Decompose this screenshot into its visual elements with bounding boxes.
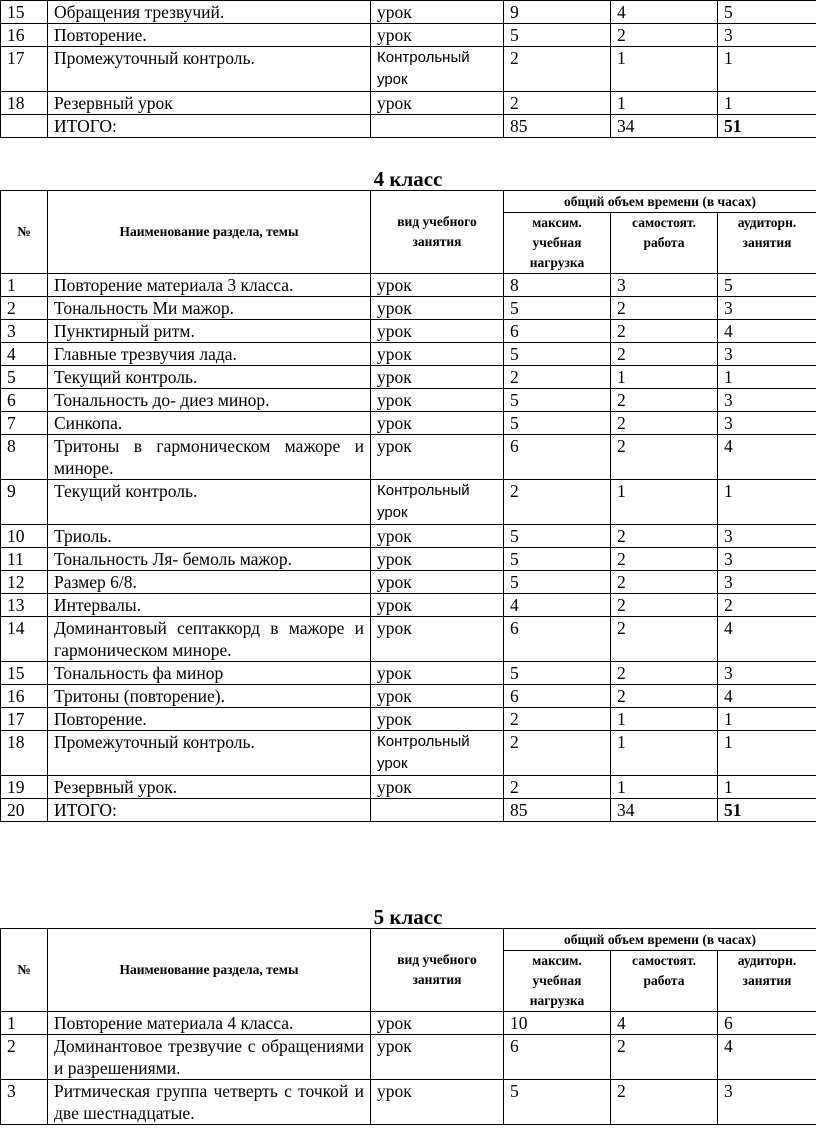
row-self: 3 [611, 274, 718, 297]
row-max: 9 [504, 1, 611, 24]
row-name: Триоль. [48, 525, 371, 548]
row-name: Пунктирный ритм. [48, 320, 371, 343]
row-self: 34 [611, 799, 718, 822]
row-type: урок [371, 617, 504, 662]
row-number: 1 [1, 274, 48, 297]
row-self: 2 [611, 685, 718, 708]
row-max: 2 [504, 731, 611, 776]
row-number: 17 [1, 708, 48, 731]
row-self: 2 [611, 662, 718, 685]
row-max: 6 [504, 435, 611, 480]
table-row [1, 412, 816, 435]
row-self: 1 [611, 708, 718, 731]
row-aud: 4 [718, 685, 816, 708]
row-type: урок [371, 548, 504, 571]
table-row [1, 1035, 816, 1080]
row-aud: 3 [718, 343, 816, 366]
row-aud: 4 [718, 1035, 816, 1080]
table-row [1, 1, 816, 24]
row-number: 19 [1, 776, 48, 799]
row-number: 2 [1, 297, 48, 320]
row-max: 6 [504, 685, 611, 708]
header-aud: аудиторн. занятия [718, 951, 816, 1012]
row-self: 2 [611, 389, 718, 412]
row-max: 2 [504, 708, 611, 731]
row-aud: 51 [718, 799, 816, 822]
row-number: 17 [1, 47, 48, 92]
row-self: 2 [611, 525, 718, 548]
row-name: Повторение. [48, 24, 371, 47]
row-self: 1 [611, 731, 718, 776]
row-name: Повторение материала 4 класса. [48, 1012, 371, 1035]
row-number: 15 [1, 662, 48, 685]
row-aud: 1 [718, 708, 816, 731]
row-type: урок [371, 412, 504, 435]
row-type: урок [371, 274, 504, 297]
row-self: 2 [611, 1035, 718, 1080]
row-type: урок [371, 435, 504, 480]
row-number: 10 [1, 525, 48, 548]
row-number: 1 [1, 1012, 48, 1035]
row-type: Контрольный урок [371, 480, 504, 525]
row-self: 2 [611, 594, 718, 617]
header-num: № [1, 191, 48, 274]
row-self: 34 [611, 115, 718, 138]
table-row [1, 799, 816, 822]
row-type: Контрольный урок [371, 47, 504, 92]
table-row [1, 617, 816, 662]
row-name: Резервный урок [48, 92, 371, 115]
row-max: 6 [504, 1035, 611, 1080]
row-number: 3 [1, 1080, 48, 1125]
row-name: Размер 6/8. [48, 571, 371, 594]
table-row [1, 731, 816, 776]
row-type: урок [371, 1080, 504, 1125]
grade4-title: 4 класс [373, 167, 443, 191]
row-self: 2 [611, 297, 718, 320]
row-type: урок [371, 343, 504, 366]
row-max: 2 [504, 480, 611, 525]
row-type: Контрольный урок [371, 731, 504, 776]
row-max: 5 [504, 343, 611, 366]
header-type: вид учебного занятия [371, 191, 504, 274]
row-name: ИТОГО: [48, 799, 371, 822]
row-self: 2 [611, 548, 718, 571]
row-name: Доминантовое трезвучие с обращениями и разрешениями. [48, 1035, 371, 1080]
table-row [1, 115, 816, 138]
table-row [1, 662, 816, 685]
row-aud: 4 [718, 435, 816, 480]
row-max: 2 [504, 366, 611, 389]
table-row [1, 343, 816, 366]
row-aud: 51 [718, 115, 816, 138]
row-type: урок [371, 571, 504, 594]
row-number: 12 [1, 571, 48, 594]
row-number: 2 [1, 1035, 48, 1080]
header-self: самостоят. работа [611, 213, 718, 274]
table-row [1, 525, 816, 548]
row-type: урок [371, 1, 504, 24]
row-type: урок [371, 297, 504, 320]
row-max: 2 [504, 92, 611, 115]
row-number: 18 [1, 731, 48, 776]
row-self: 4 [611, 1, 718, 24]
row-number: 5 [1, 366, 48, 389]
row-self: 2 [611, 320, 718, 343]
row-aud: 1 [718, 366, 816, 389]
row-type: урок [371, 320, 504, 343]
row-name: Текущий контроль. [48, 366, 371, 389]
row-aud: 6 [718, 1012, 816, 1035]
row-type: урок [371, 776, 504, 799]
row-type: урок [371, 685, 504, 708]
row-number: 14 [1, 617, 48, 662]
table-row [1, 480, 816, 525]
header-name: Наименование раздела, темы [48, 929, 371, 1012]
row-type: урок [371, 1035, 504, 1080]
row-type: урок [371, 24, 504, 47]
row-aud: 3 [718, 412, 816, 435]
row-aud: 3 [718, 297, 816, 320]
row-self: 2 [611, 343, 718, 366]
row-max: 5 [504, 525, 611, 548]
row-type: урок [371, 594, 504, 617]
row-max: 6 [504, 617, 611, 662]
row-name: ИТОГО: [48, 115, 371, 138]
table-row [1, 685, 816, 708]
row-number: 20 [1, 799, 48, 822]
row-self: 4 [611, 1012, 718, 1035]
row-name: Тональность Ля- бемоль мажор. [48, 548, 371, 571]
grade4-table [0, 190, 816, 822]
row-self: 1 [611, 776, 718, 799]
row-name: Главные трезвучия лада. [48, 343, 371, 366]
row-aud: 3 [718, 548, 816, 571]
row-self: 2 [611, 24, 718, 47]
row-max: 5 [504, 571, 611, 594]
row-max: 6 [504, 320, 611, 343]
header-self: самостоят. работа [611, 951, 718, 1012]
row-number: 8 [1, 435, 48, 480]
row-number: 16 [1, 24, 48, 47]
row-name: Ритмическая группа четверть с точкой и две шестнадцатые. [48, 1080, 371, 1125]
row-aud: 4 [718, 617, 816, 662]
row-self: 2 [611, 1080, 718, 1125]
row-number: 7 [1, 412, 48, 435]
row-name: Доминантовый септаккорд в мажоре и гармоническом миноре. [48, 617, 371, 662]
row-aud: 5 [718, 274, 816, 297]
row-name: Тональность Ми мажор. [48, 297, 371, 320]
table-row [1, 320, 816, 343]
row-max: 10 [504, 1012, 611, 1035]
header-total: общий объем времени (в часах) [504, 929, 816, 951]
row-self: 1 [611, 480, 718, 525]
row-max: 8 [504, 274, 611, 297]
row-max: 5 [504, 412, 611, 435]
row-name: Тональность до- диез минор. [48, 389, 371, 412]
row-name: Повторение материала 3 класса. [48, 274, 371, 297]
table-row [1, 24, 816, 47]
row-number: 3 [1, 320, 48, 343]
row-type [371, 115, 504, 138]
row-max: 5 [504, 297, 611, 320]
row-aud: 3 [718, 1080, 816, 1125]
top-table [0, 0, 816, 138]
row-number: 18 [1, 92, 48, 115]
row-type: урок [371, 708, 504, 731]
header-total: общий объем времени (в часах) [504, 191, 816, 213]
row-type: урок [371, 389, 504, 412]
row-max: 5 [504, 1080, 611, 1125]
row-max: 5 [504, 389, 611, 412]
table-row [1, 297, 816, 320]
table-row [1, 708, 816, 731]
row-max: 4 [504, 594, 611, 617]
table-row [1, 1080, 816, 1125]
row-name: Синкопа. [48, 412, 371, 435]
row-type: урок [371, 92, 504, 115]
row-type: урок [371, 1012, 504, 1035]
table-row [1, 366, 816, 389]
row-self: 1 [611, 92, 718, 115]
row-self: 2 [611, 412, 718, 435]
row-max: 5 [504, 24, 611, 47]
row-name: Обращения трезвучий. [48, 1, 371, 24]
table-row [1, 548, 816, 571]
row-number: 9 [1, 480, 48, 525]
row-self: 2 [611, 571, 718, 594]
header-max: максим. учебная нагрузка [504, 951, 611, 1012]
row-name: Повторение. [48, 708, 371, 731]
row-self: 2 [611, 617, 718, 662]
row-name: Текущий контроль. [48, 480, 371, 525]
row-number: 4 [1, 343, 48, 366]
row-name: Промежуточный контроль. [48, 47, 371, 92]
row-name: Тритоны в гармоническом мажоре и миноре. [48, 435, 371, 480]
row-name: Интервалы. [48, 594, 371, 617]
table-row [1, 594, 816, 617]
row-aud: 1 [718, 47, 816, 92]
table-row [1, 571, 816, 594]
row-aud: 4 [718, 320, 816, 343]
row-aud: 1 [718, 480, 816, 525]
row-aud: 1 [718, 92, 816, 115]
row-name: Резервный урок. [48, 776, 371, 799]
table-row [1, 274, 816, 297]
header-num: № [1, 929, 48, 1012]
row-max: 2 [504, 47, 611, 92]
row-number [1, 115, 48, 138]
table-row [1, 47, 816, 92]
row-type: урок [371, 525, 504, 548]
row-name: Тональность фа минор [48, 662, 371, 685]
table-row [1, 1012, 816, 1035]
header-aud: аудиторн. занятия [718, 213, 816, 274]
row-type: урок [371, 662, 504, 685]
row-aud: 3 [718, 525, 816, 548]
grade5-title: 5 класс [373, 905, 443, 929]
row-aud: 3 [718, 24, 816, 47]
row-name: Промежуточный контроль. [48, 731, 371, 776]
row-type [371, 799, 504, 822]
row-max: 85 [504, 799, 611, 822]
row-aud: 1 [718, 776, 816, 799]
row-max: 5 [504, 662, 611, 685]
row-self: 1 [611, 366, 718, 389]
row-aud: 2 [718, 594, 816, 617]
row-aud: 3 [718, 571, 816, 594]
row-number: 6 [1, 389, 48, 412]
header-max: максим. учебная нагрузка [504, 213, 611, 274]
header-name: Наименование раздела, темы [48, 191, 371, 274]
row-aud: 1 [718, 731, 816, 776]
row-max: 85 [504, 115, 611, 138]
row-name: Тритоны (повторение). [48, 685, 371, 708]
row-number: 15 [1, 1, 48, 24]
row-aud: 3 [718, 662, 816, 685]
table-row [1, 776, 816, 799]
row-type: урок [371, 366, 504, 389]
row-number: 11 [1, 548, 48, 571]
row-aud: 5 [718, 1, 816, 24]
row-self: 1 [611, 47, 718, 92]
table-row [1, 389, 816, 412]
row-max: 5 [504, 548, 611, 571]
row-number: 16 [1, 685, 48, 708]
grade5-table [0, 928, 816, 1125]
row-number: 13 [1, 594, 48, 617]
table-row [1, 92, 816, 115]
row-max: 2 [504, 776, 611, 799]
header-type: вид учебного занятия [371, 929, 504, 1012]
row-self: 2 [611, 435, 718, 480]
table-row [1, 435, 816, 480]
row-aud: 3 [718, 389, 816, 412]
